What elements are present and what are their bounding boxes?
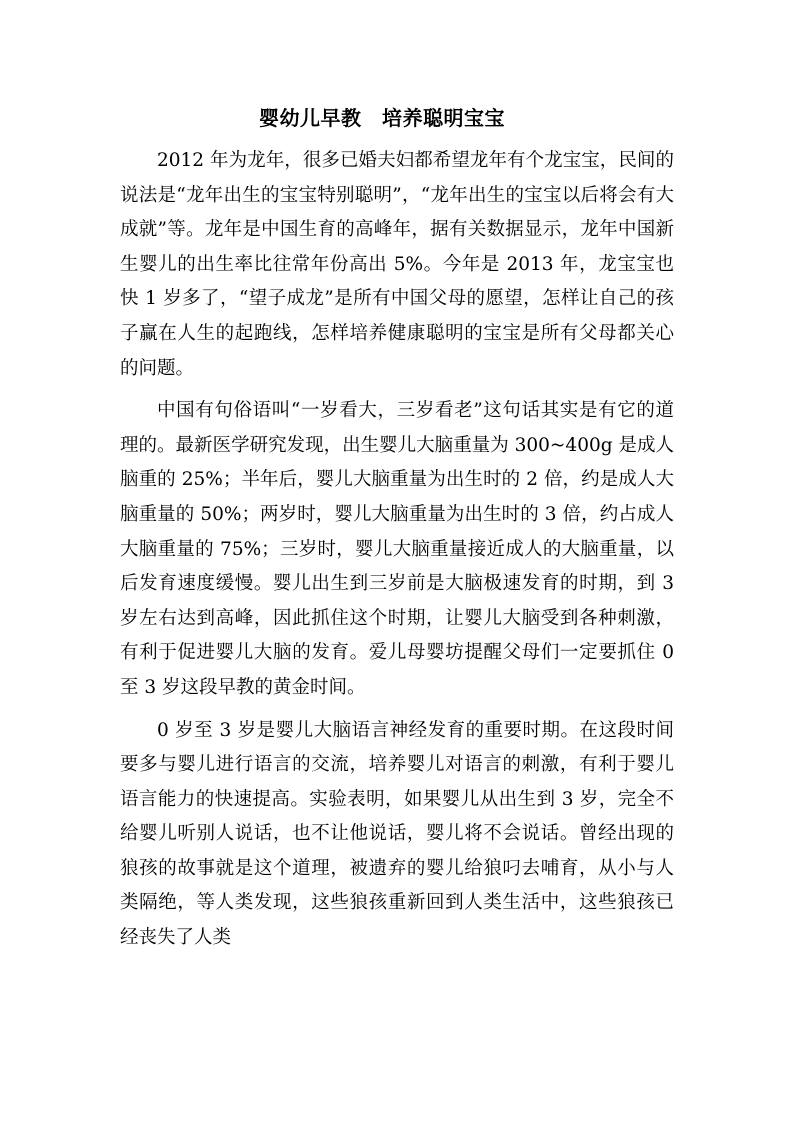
document-body bbox=[120, 144, 674, 964]
document-title: 婴幼儿早教 培养聪明宝宝 bbox=[259, 106, 505, 130]
paragraph-1: 2012 年为龙年，很多已婚夫妇都希望龙年有个龙宝宝，民间的说法是“龙年出生的宝宝特别聪明”，“龙年出生的宝宝以后将会有大成就”等。龙年是中国生育的高峰年，据有关数据显示，龙年中国新生婴儿的出生率比往常年份高出 5%。今年是 2013 年，龙宝宝也快 1 岁多了，“望子成龙”是所有中国父母的愿望，怎样让自己的孩子赢在人生的起跑线，怎样培养健康聪明的宝宝是所有父母都关心的问题。 bbox=[120, 150, 674, 379]
paragraph-2: 中国有句俗语叫“一岁看大，三岁看老”这句话其实是有它的道理的。最新医学研究发现，出生婴儿大脑重量为 300~400g 是成人脑重的 25%；半年后，婴儿大脑重量为出生时的 2 倍，约是成人大脑重量的 50%；两岁时，婴儿大脑重量为出生时的 3 倍，约占成人大脑重量的 75%；三岁时，婴儿大脑重量接近成人的大脑重量，以后发育速度缓慢。婴儿出生到三岁前是大脑极速发育的时期，到 3 岁左右达到高峰，因此抓住这个时期，让婴儿大脑受到各种刺激，有利于促进婴儿大脑的发育。爱儿母婴坊提醒父母们一定要抓住 0 至 3 岁这段早教的黄金时间。 bbox=[120, 400, 674, 698]
paragraph-3: 0 岁至 3 岁是婴儿大脑语言神经发育的重要时期。在这段时间要多与婴儿进行语言的交流，培养婴儿对语言的刺激，有利于婴儿语言能力的快速提高。实验表明，如果婴儿从出生到 3 岁，完全不给婴儿听别人说话，也不让他说话，婴儿将不会说话。曾经出现的狼孩的故事就是这个道理，被遗弃的婴儿给狼叼去哺育，从小与人类隔绝，等人类发现，这些狼孩重新回到人类生活中，这些狼孩已经丧失了人类 bbox=[120, 719, 674, 949]
